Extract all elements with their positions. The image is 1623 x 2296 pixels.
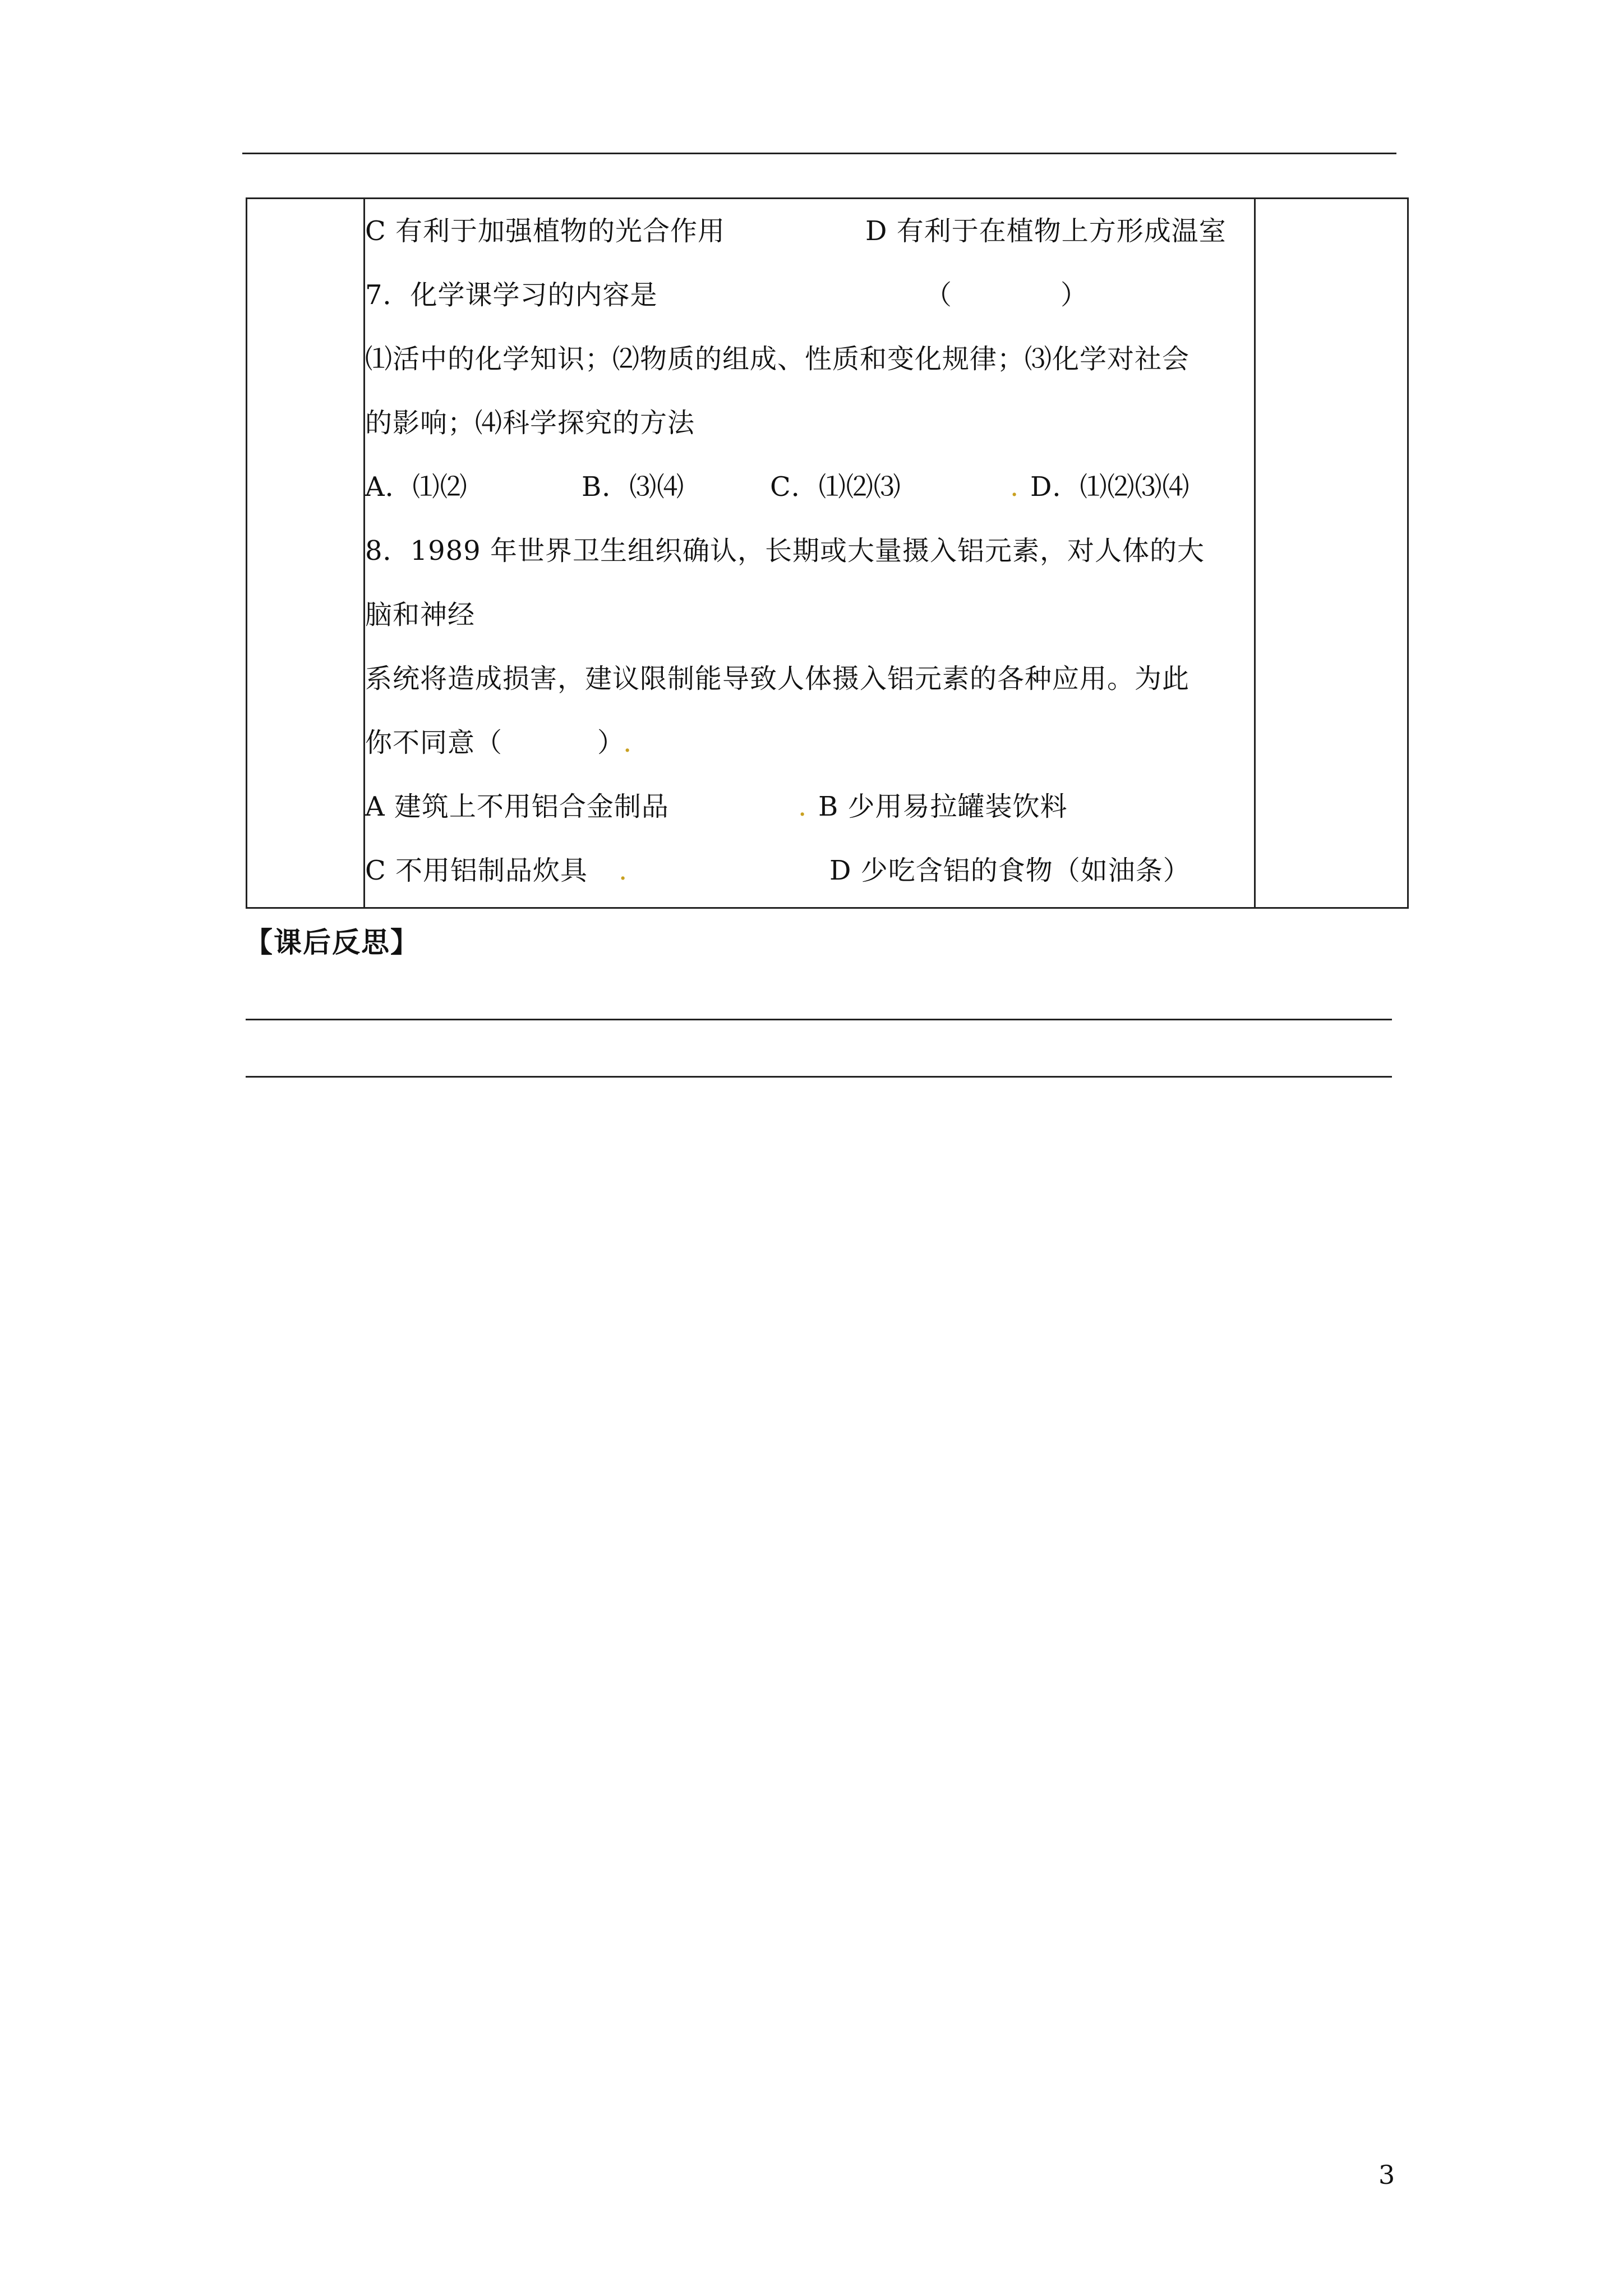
option-d-text: D 少吃含铝的食物（如油条） bbox=[829, 855, 1191, 886]
question-7-items-text: ⑴活中的化学知识；⑵物质的组成、性质和变化规律；⑶化学对社会 bbox=[365, 343, 1190, 375]
right-column-cell bbox=[1255, 199, 1408, 908]
reflection-answer-line bbox=[246, 1076, 1392, 1078]
question-8-options-line-1 bbox=[365, 775, 1254, 839]
option-b-text: B 少用易拉罐装饮料 bbox=[818, 791, 1068, 822]
dot-mark: . bbox=[619, 855, 628, 886]
question-table bbox=[246, 197, 1409, 909]
question-7-items-line-1 bbox=[365, 327, 1254, 391]
question-7-text: 7．化学课学习的内容是 bbox=[365, 279, 658, 311]
question-8-line-1 bbox=[365, 519, 1254, 583]
option-c-text: C 不用铝制品炊具 bbox=[365, 855, 588, 886]
reflection-answer-line bbox=[246, 1019, 1392, 1020]
option-b-text: B．⑶⑷ bbox=[582, 471, 685, 503]
option-a-text: A 建筑上不用铝合金制品 bbox=[365, 791, 669, 822]
option-line-c-d-q6 bbox=[365, 199, 1254, 263]
answer-bracket-close: ） bbox=[597, 727, 625, 758]
answer-bracket-open: （ bbox=[925, 279, 953, 311]
question-7-items-line-2 bbox=[365, 391, 1254, 455]
reflection-title: 【课后反思】 bbox=[245, 926, 419, 959]
dot-mark: . bbox=[798, 791, 808, 822]
question-8-options-line-2 bbox=[365, 839, 1254, 903]
question-8-line-3 bbox=[365, 647, 1254, 711]
question-8-line-2 bbox=[365, 583, 1254, 647]
question-8-prompt: 你不同意（ bbox=[365, 727, 503, 758]
page-number: 3 bbox=[1378, 2160, 1395, 2190]
option-c-text: C 有利于加强植物的光合作用 bbox=[365, 215, 725, 247]
dot-mark: . bbox=[623, 727, 633, 758]
option-c-text: C．⑴⑵⑶ bbox=[770, 471, 901, 503]
option-a-text: A．⑴⑵ bbox=[365, 471, 468, 503]
left-column-cell bbox=[247, 199, 365, 908]
header-rule bbox=[242, 153, 1396, 154]
question-7-options-line bbox=[365, 455, 1254, 519]
question-8-line-4 bbox=[365, 711, 1254, 775]
question-7-items-text: 的影响；⑷科学探究的方法 bbox=[365, 407, 695, 439]
question-7-line bbox=[365, 263, 1254, 327]
question-8-text: 脑和神经 bbox=[365, 599, 476, 631]
question-8-text: 系统将造成损害，建议限制能导致人体摄入铝元素的各种应用。为此 bbox=[365, 663, 1190, 694]
option-d-text: D．⑴⑵⑶⑷ bbox=[1030, 471, 1190, 503]
answer-bracket-close: ） bbox=[1061, 279, 1089, 311]
question-8-text: 8．1989 年世界卫生组织确认，长期或大量摄入铝元素，对人体的大 bbox=[365, 535, 1205, 567]
dot-mark: . bbox=[1010, 471, 1020, 503]
option-d-text: D 有利于在植物上方形成温室 bbox=[865, 215, 1227, 247]
question-content-cell bbox=[365, 199, 1255, 908]
